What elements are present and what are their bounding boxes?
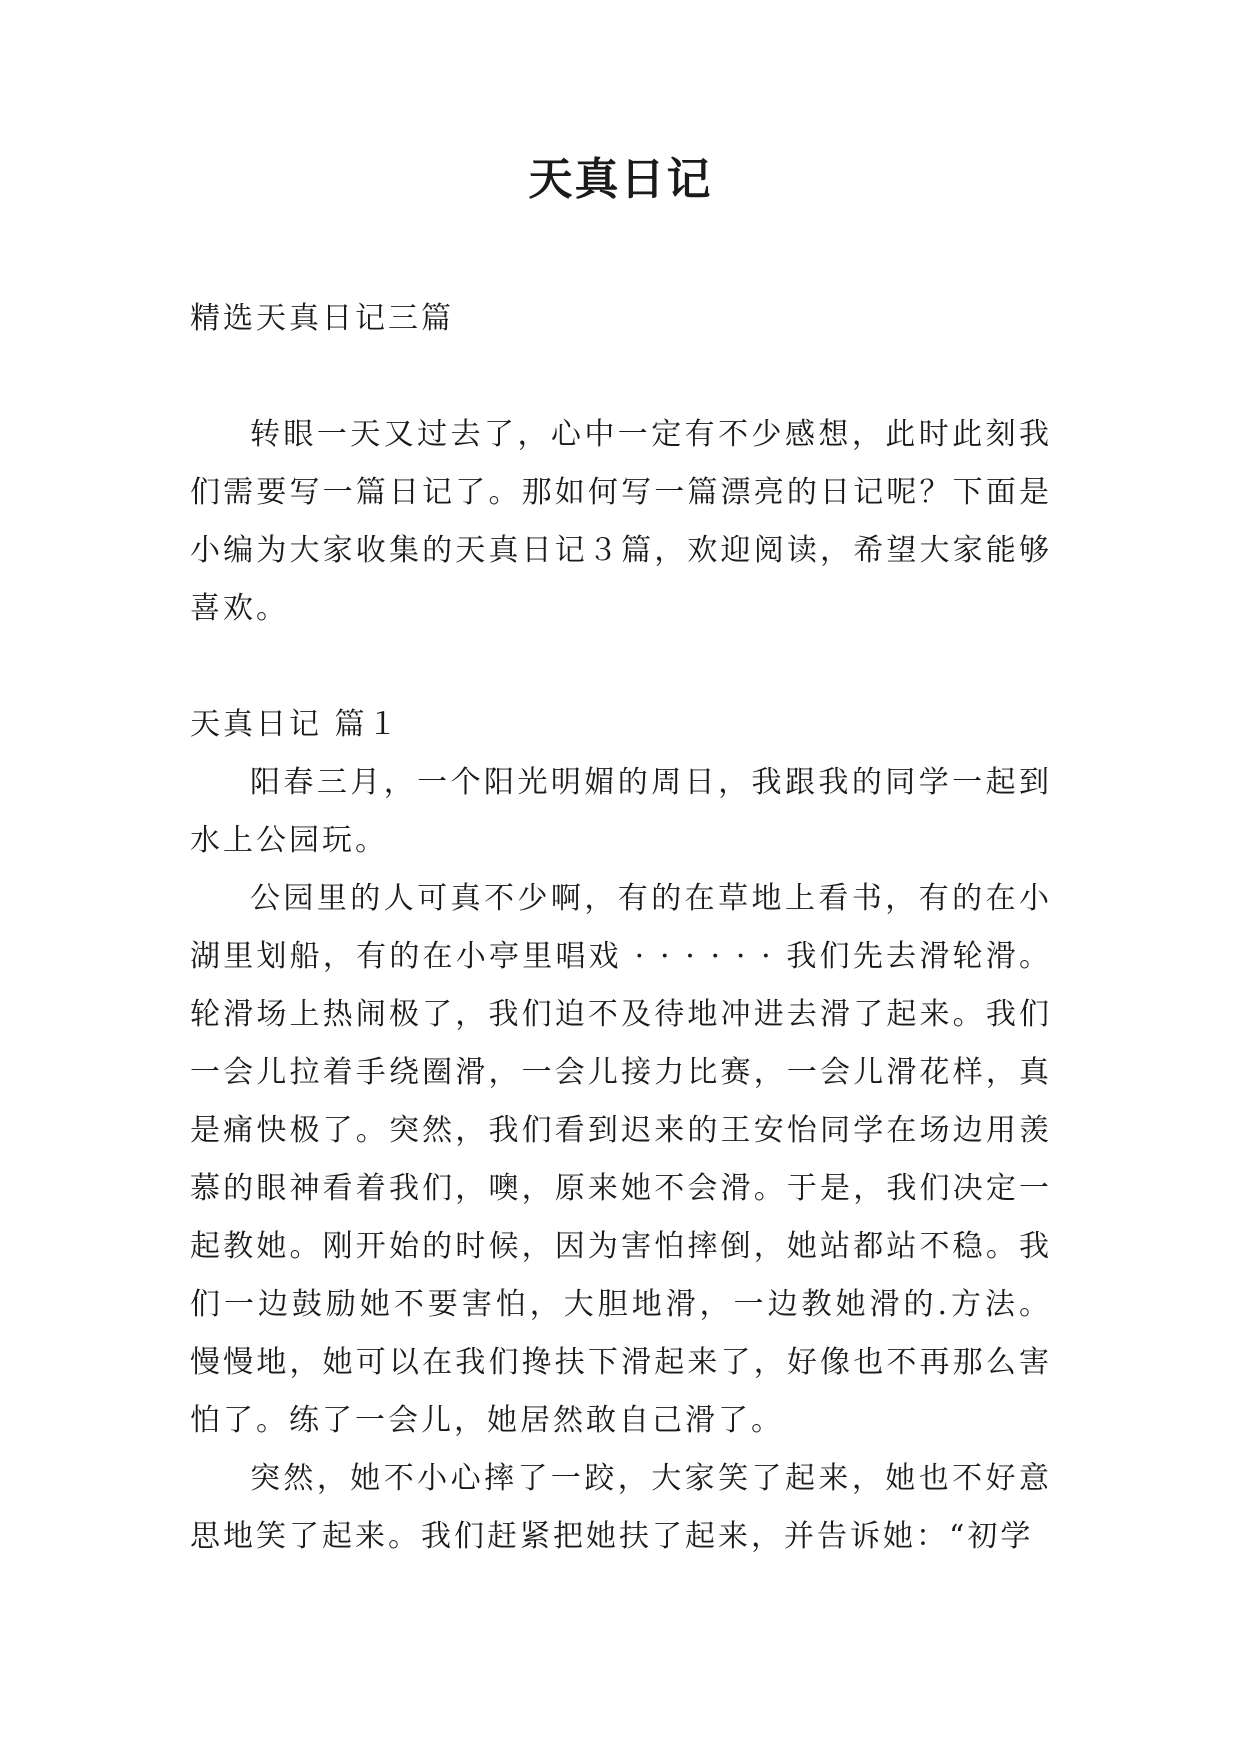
body-paragraph: 公园里的人可真不少啊，有的在草地上看书，有的在小湖里划船，有的在小亭里唱戏 · · · · · · 我们先去滑轮滑。轮滑场上热闹极了，我们迫不及待地冲进去滑了起来。我们一会儿拉着手绕圈滑，一会儿接力比赛，一会儿滑花样，真是痛快极了。突然，我们看到迟来的王安怡同学在场边用羡慕的眼神看着我们，噢，原来她不会滑。于是，我们决定一起教她。刚开始的时候，因为害怕摔倒，她站都站不稳。我们一边鼓励她不要害怕，大胆地滑，一边教她滑的.方法。慢慢地，她可以在我们搀扶下滑起来了，好像也不再那么害怕了。练了一会儿，她居然敢自己滑了。 bbox=[190, 881, 1052, 1438]
body-paragraph: 阳春三月，一个阳光明媚的周日，我跟我的同学一起到水上公园玩。 bbox=[190, 765, 1052, 858]
section-heading: 天真日记 篇１ bbox=[190, 707, 401, 742]
document-subtitle: 精选天真日记三篇 bbox=[190, 301, 454, 336]
intro-paragraph: 转眼一天又过去了，心中一定有不少感想，此时此刻我们需要写一篇日记了。那如何写一篇漂亮的日记呢？下面是小编为大家收集的天真日记３篇，欢迎阅读，希望大家能够喜欢。 bbox=[190, 417, 1052, 626]
document-body bbox=[190, 290, 1052, 1566]
body-paragraph: 突然，她不小心摔了一跤，大家笑了起来，她也不好意思地笑了起来。我们赶紧把她扶了起来，并告诉她：“初学 bbox=[190, 1461, 1052, 1554]
document-title: 天真日记 bbox=[528, 154, 713, 205]
